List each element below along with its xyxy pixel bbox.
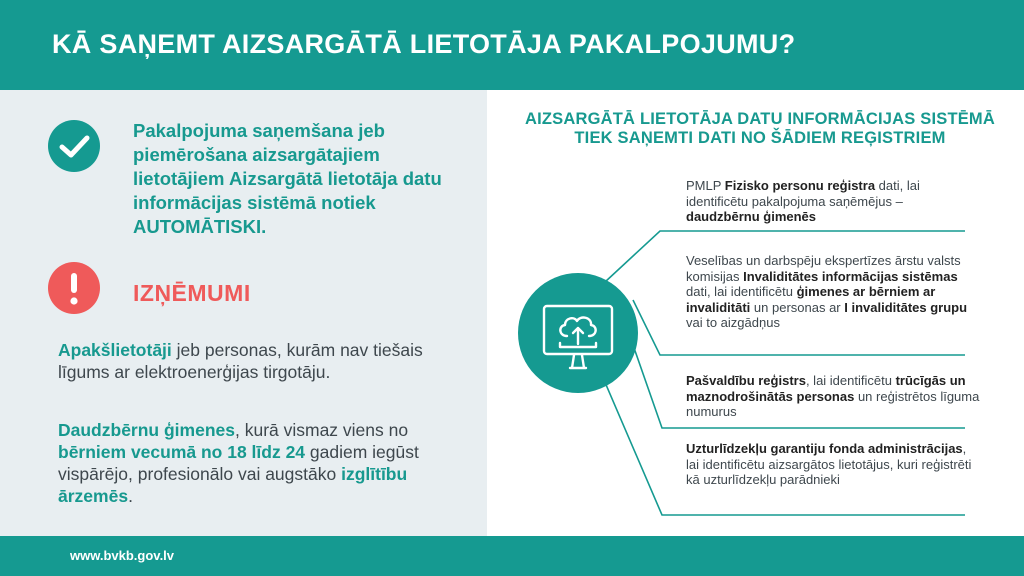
registry-4-bold-1: Uzturlīdzekļu garantiju fonda administrācijas	[686, 441, 963, 456]
registry-disability	[686, 253, 976, 331]
intro-text: Pakalpojuma saņemšana jeb piemērošana aizsargātajiem lietotājiem Aizsargātā lietotāja datu informācijas sistēmā notiek AUTOMĀTISKI.	[133, 120, 442, 237]
registry-1-bold-1: Fizisko personu reģistra	[724, 178, 876, 193]
exception-1-bold: Apakšlietotāji	[58, 340, 172, 360]
registry-1-text-1: PMLP	[686, 178, 725, 193]
exceptions-title: IZŅĒMUMI	[133, 280, 251, 306]
registries-title: AIZSARGĀTĀ LIETOTĀJA DATU INFORMĀCIJAS SISTĒMĀ TIEK SAŅEMTI DATI NO ŠĀDIEM REĢISTRIEM	[525, 110, 995, 147]
registry-3-text-1: , lai identificētu	[805, 373, 896, 388]
page-title: KĀ SAŅEMT AIZSARGĀTĀ LIETOTĀJA PAKALPOJUMU?	[52, 29, 796, 59]
exception-2-text-3: .	[128, 486, 133, 506]
registry-3-bold-2: trūcīgās un maznodrošinātās personas	[686, 373, 966, 404]
registry-2-bold-3: I invaliditātes grupu	[844, 299, 968, 315]
registry-2-text-2: dati, lai identificētu	[686, 284, 797, 299]
exception-1-text: jeb personas, kurām nav tiešais līgums ar elektroenerģijas tirgotāju.	[58, 340, 423, 382]
registry-2-text-1: Veselības un darbspēju ekspertīzes ārstu valsts komisijas	[686, 253, 961, 284]
exception-2-bold-2: bērniem vecumā no 18 līdz 24	[58, 442, 306, 462]
registry-2-bold-1: Invaliditātes informācijas sistēmas	[743, 268, 958, 284]
footer-url-link[interactable]: www.bvkb.gov.lv	[70, 548, 175, 563]
exception-2-bold-1: Daudzbērnu ģimenes	[58, 420, 235, 440]
exception-2-text-2: gadiem iegūst vispārējo, profesionālo vai augstāko	[58, 442, 419, 484]
registry-3-bold-1: Pašvaldību reģistrs	[686, 373, 806, 388]
exception-2-text-1: , kurā vismaz viens no	[234, 420, 409, 440]
registry-2-text-3: un personas ar	[750, 299, 845, 315]
registry-municipality	[686, 373, 981, 420]
registry-1-bold-2: daudzbērnu ģimenēs	[686, 209, 817, 224]
registry-pmlp	[686, 178, 976, 225]
footer	[0, 536, 1024, 576]
registry-2-text-4: vai to aizgādņus	[686, 315, 780, 330]
registry-maintenance-fund	[686, 441, 976, 488]
registry-3-text-2: un reģistrētos līguma numurus	[686, 388, 980, 419]
exception-2-bold-3: izglītību ārzemēs	[58, 464, 408, 506]
registry-1-text-2: dati, lai identificētu pakalpojuma saņēmējus –	[686, 178, 920, 209]
registry-2-bold-2: ģimenes ar bērniem ar invaliditāti	[686, 284, 936, 315]
registry-4-text-1: , lai identificētu aizsargātos lietotājus, kuri reģistrēti kā uzturlīdzekļu parādnieki	[686, 441, 972, 487]
